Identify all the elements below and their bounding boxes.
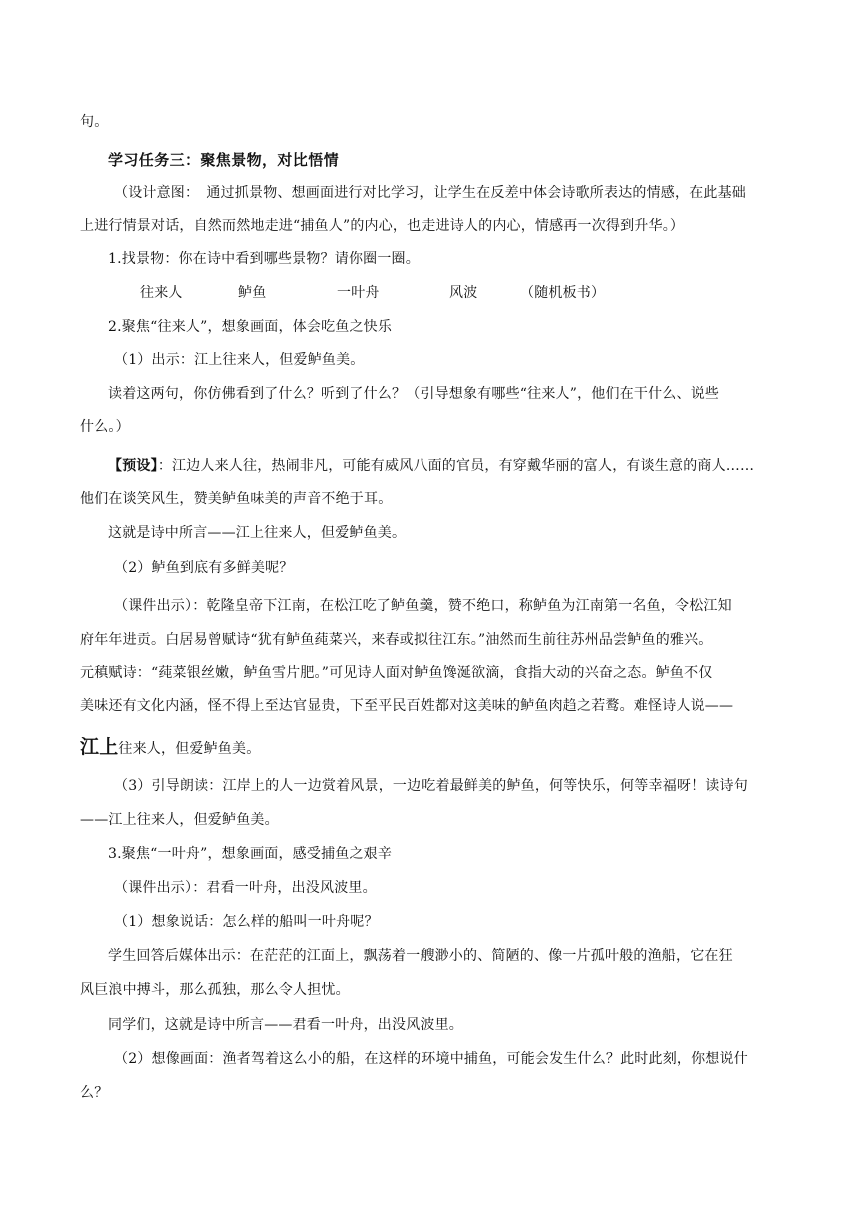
text-line: ——江上往来人，但爱鲈鱼美。 <box>80 812 279 828</box>
text-line: 风巨浪中搏斗，那么孤独，那么令人担忧。 <box>80 982 350 998</box>
text-span: 往来人，但爱鲈鱼美。 <box>118 741 261 757</box>
text-line: 同学们，这就是诗中所言——君看一叶舟，出没风波里。 <box>108 1017 463 1033</box>
text-line: （1）出示：江上往来人，但爱鲈鱼美。 <box>114 352 365 368</box>
scenery-item: 一叶舟 <box>337 285 380 301</box>
preset-text: ：江边人来人往，热闹非凡，可能有威风八面的官员，有穿戴华丽的富人，有谈生意的商人…… <box>157 458 755 474</box>
text-line: （设计意图： 通过抓景物、想画面进行对比学习，让学生在反差中体会诗歌所表达的情感，在此基础 <box>114 185 746 201</box>
text-line: （课件出示）：乾隆皇帝下江南，在松江吃了鲈鱼羹，赞不绝口，称鲈鱼为江南第一名鱼，令松江知 <box>114 598 732 614</box>
text-line: （3）引导朗读：江岸上的人一边赏着风景，一边吃着最鲜美的鲈鱼，何等快乐，何等幸福呀！读诗句 <box>114 778 748 794</box>
text-line: 学生回答后媒体出示：在茫茫的江面上，飘荡着一艘渺小的、简陋的、像一片孤叶般的渔船，它在狂 <box>108 948 733 964</box>
scenery-item: 往来人 <box>140 285 183 301</box>
scenery-list <box>80 283 790 303</box>
section-heading: 学习任务三：聚焦景物，对比悟情 <box>108 151 340 169</box>
text-line <box>108 456 790 476</box>
text-line: 上进行情景对话，自然而然地走进“捕鱼人”的内心，也走进诗人的内心，情感再一次得到升华。） <box>80 218 685 234</box>
text-line: 府年年进贡。白居易曾赋诗“犹有鲈鱼莼菜兴，来春或拟往江东。”油然而生前往苏州品尝鲈鱼的雅兴。 <box>80 632 713 648</box>
text-line: 什么。） <box>80 419 130 435</box>
text-line: （2）鲈鱼到底有多鲜美呢？ <box>114 560 294 576</box>
scenery-item: （随机板书） <box>520 285 606 301</box>
text-line: 1.找景物：你在诗中看到哪些景物？请你圈一圈。 <box>108 251 420 267</box>
preset-label: 【预设】 <box>108 458 158 474</box>
text-line: （2）想像画面：渔者驾着这么小的船，在这样的环境中捕鱼，可能会发生什么？此时此刻，你想说什 <box>114 1051 748 1067</box>
text-line: 美味还有文化内涵，怪不得上至达官显贵，下至平民百姓都对这美味的鲈鱼肉趋之若鹜。难怪诗人说—— <box>80 698 734 714</box>
text-line: 3.聚焦“一叶舟”，想象画面，感受捕鱼之艰辛 <box>108 846 393 862</box>
scenery-item: 鲈鱼 <box>238 285 267 301</box>
text-line: （1）想象说话：怎么样的船叫一叶舟呢？ <box>114 914 379 930</box>
emphasis-text: 江上 <box>80 736 119 758</box>
text-line: （课件出示）：君看一叶舟，出没风波里。 <box>114 880 377 896</box>
text-line: 他们在谈笑风生，赞美鲈鱼味美的声音不绝于耳。 <box>80 491 393 507</box>
scenery-item: 风波 <box>449 285 478 301</box>
text-line: 这就是诗中所言——江上往来人，但爱鲈鱼美。 <box>108 525 407 541</box>
text-line <box>80 734 790 760</box>
text-line: 元稹赋诗：“莼菜银丝嫩，鲈鱼雪片肥。”可见诗人面对鲈鱼馋涎欲滴，食指大动的兴奋之态。鲈鱼不仅 <box>80 665 713 681</box>
text-line: 句。 <box>80 114 109 130</box>
text-line: 2.聚焦“往来人”，想象画面，体会吃鱼之快乐 <box>108 319 393 335</box>
text-line: 么？ <box>80 1085 109 1101</box>
text-line: 读着这两句，你仿佛看到了什么？听到了什么？（引导想象有哪些“往来人”，他们在干什么、说些 <box>108 386 720 402</box>
